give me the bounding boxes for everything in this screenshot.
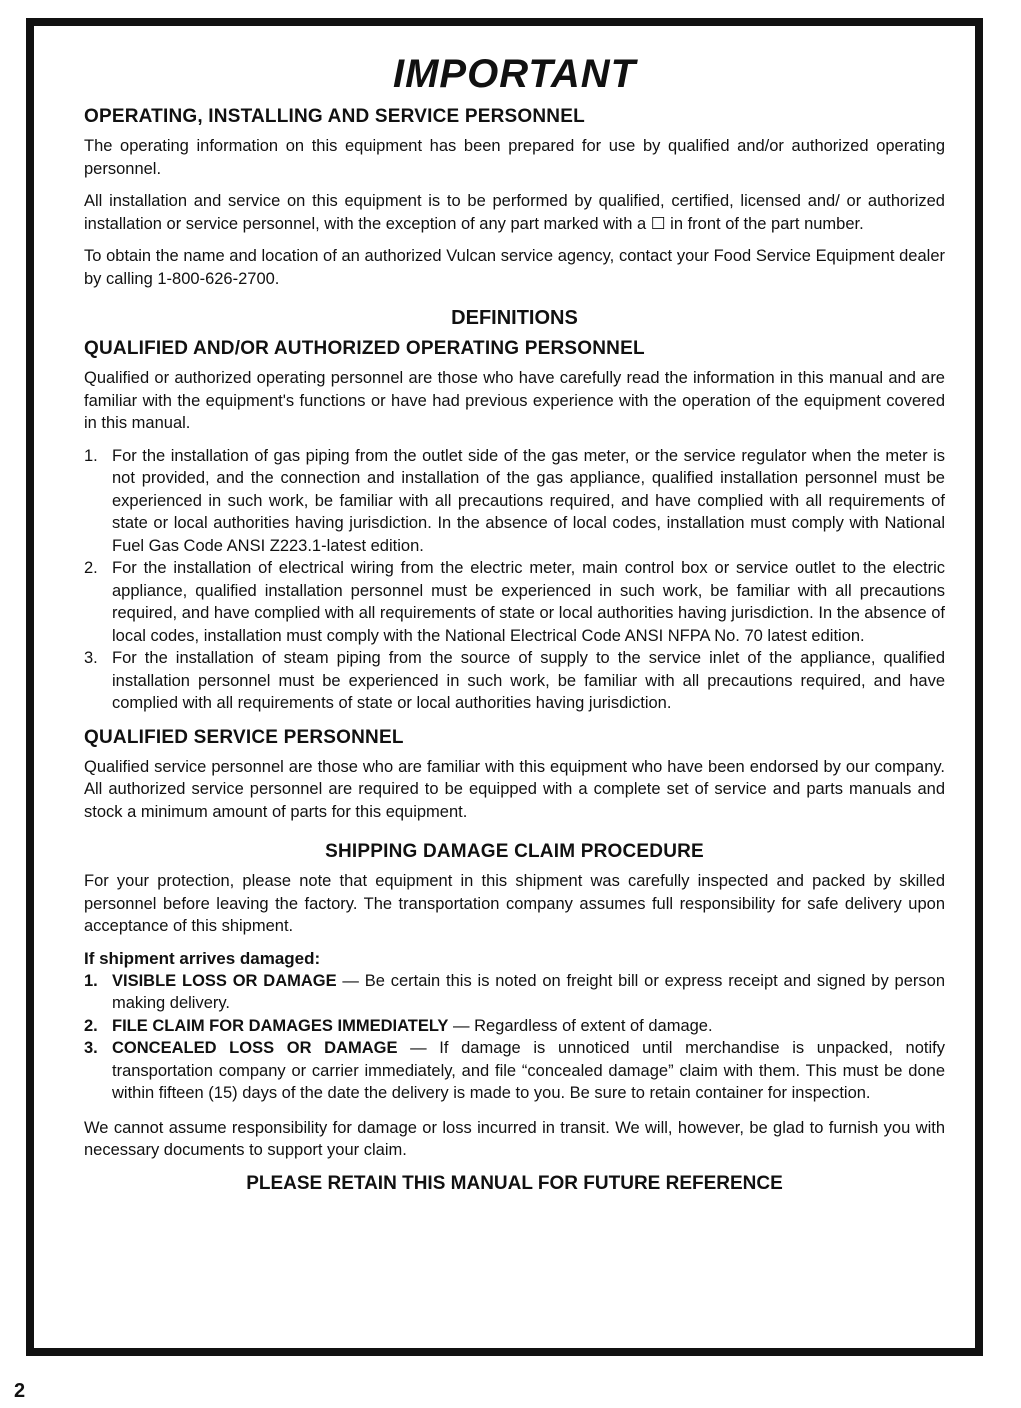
list-item-label: FILE CLAIM FOR DAMAGES IMMEDIATELY	[112, 1016, 449, 1035]
page-title: IMPORTANT	[392, 52, 637, 96]
service-personnel-heading: QUALIFIED SERVICE PERSONNEL	[84, 726, 404, 748]
operating-paragraph-2: All installation and service on this equipment is to be performed by qualified, certified, licensed and/ or authorized installation or service personnel, with the exception of any part marked with a ☐ in front of the part number.	[84, 192, 945, 233]
list-item-number: 3.	[84, 1039, 98, 1057]
list-item	[84, 647, 945, 715]
list-item-text: — Regardless of extent of damage.	[448, 1016, 713, 1035]
list-item-number: 3.	[84, 649, 98, 667]
list-item	[84, 970, 945, 1015]
list-item	[84, 557, 945, 647]
list-item	[84, 1037, 945, 1105]
notice-frame	[26, 18, 983, 1356]
definitions-heading: DEFINITIONS	[451, 307, 578, 329]
page-number: 2	[14, 1380, 26, 1402]
list-item	[84, 1015, 945, 1038]
list-item-text: — If damage is unnoticed until merchandise is unpacked, notify transportation company or carrier immediately, and file “concealed damage” claim with them. This must be done within fifteen (15) days of the date the delivery is made to you. Be sure to retain container for inspection.	[112, 1039, 945, 1102]
list-item-number: 1.	[84, 446, 98, 465]
list-item-text: For the installation of steam piping from the source of supply to the service inlet of the appliance, qualified installation personnel must be experienced in such work, be familiar with all precautions required, and have complied with all requirements of state or local authorities having jurisdiction.	[112, 649, 945, 712]
authorized-operating-heading: QUALIFIED AND/OR AUTHORIZED OPERATING PERSONNEL	[84, 338, 645, 359]
installation-requirements-list	[84, 445, 945, 715]
list-item-number: 2.	[84, 559, 98, 577]
list-item-number: 1.	[84, 971, 98, 990]
list-item	[84, 445, 945, 558]
list-item-text: — Be certain this is noted on freight bill or express receipt and signed by person making delivery.	[112, 971, 945, 1012]
list-item-number: 2.	[84, 1016, 98, 1035]
operating-paragraph-3: To obtain the name and location of an authorized Vulcan service agency, contact your Food Service Equipment dealer by calling 1-800-626-2700.	[84, 247, 945, 288]
list-item-label: VISIBLE LOSS OR DAMAGE	[112, 971, 337, 990]
shipping-claim-heading: SHIPPING DAMAGE CLAIM PROCEDURE	[325, 841, 704, 862]
closing-paragraph: We cannot assume responsibility for damage or loss incurred in transit. We will, however, be glad to furnish you with necessary documents to support your claim.	[84, 1118, 945, 1159]
operating-paragraph-1: The operating information on this equipment has been prepared for use by qualified and/or authorized operating personnel.	[84, 137, 945, 178]
arrives-damaged-heading: If shipment arrives damaged:	[84, 948, 321, 968]
retain-manual-notice: PLEASE RETAIN THIS MANUAL FOR FUTURE REFERENCE	[246, 1172, 783, 1194]
shipping-paragraph: For your protection, please note that equipment in this shipment was carefully inspected and packed by skilled personnel before leaving the factory. The transportation company assumes full responsibility for safe delivery upon acceptance of this shipment.	[84, 872, 945, 935]
authorized-operating-paragraph: Qualified or authorized operating personnel are those who have carefully read the information in this manual and are familiar with the equipment's functions or have had previous experience with the operation of the equipment covered in this manual.	[84, 369, 945, 432]
list-item-text: For the installation of gas piping from the outlet side of the gas meter, or the service regulator when the meter is not provided, and the connection and installation of the gas appliance, qualified installation personnel must be experienced in such work, be familiar with all precautions required, and have complied with all requirements of state or local authorities having jurisdiction. In the absence of local codes, installation must comply with National Fuel Gas Code ANSI Z223.1-latest edition.	[112, 446, 945, 555]
list-item-text: For the installation of electrical wiring from the electric meter, main control box or service outlet to the electric appliance, qualified installation personnel must be experienced in such work, be familiar with all precautions required, and have complied with all requirements of state or local authorities having jurisdiction. In the absence of local codes, installation must comply with the National Electrical Code ANSI NFPA No. 70 latest edition.	[112, 559, 945, 645]
damage-claim-list	[84, 970, 945, 1105]
service-personnel-paragraph: Qualified service personnel are those who are familiar with this equipment who have been endorsed by our company. All authorized service personnel are required to be equipped with a complete set of service and parts manuals and stock a minimum amount of parts for this equipment.	[84, 757, 945, 821]
operating-personnel-heading: OPERATING, INSTALLING AND SERVICE PERSONNEL	[84, 106, 585, 127]
list-item-label: CONCEALED LOSS OR DAMAGE	[112, 1039, 398, 1057]
